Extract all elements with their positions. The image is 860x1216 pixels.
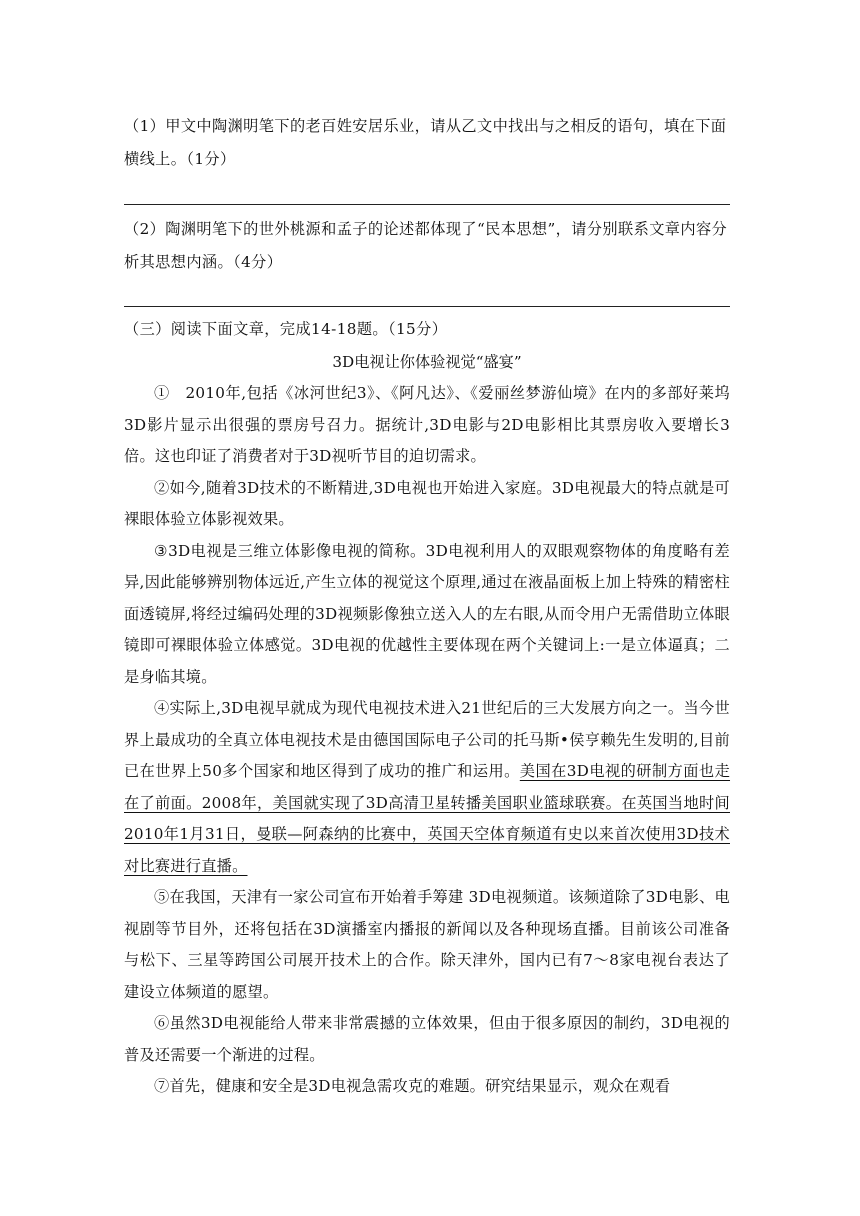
paragraph-3: ③3D电视是三维立体影像电视的简称。3D电视利用人的双眼观察物体的角度略有差异,因此能够辨别物体远近,产生立体的视觉这个原理,通过在液晶面板上加上特殊的精密柱面透镜屏,将经过编码处理的3D视频影像独立送入人的左右眼,从而令用户无需借助立体眼镜即可裸眼体验立体感觉。3D电视的优越性主要体现在两个关键词上:一是立体逼真；二是身临其境。 xyxy=(124,541,730,686)
question-2: （2）陶渊明笔下的世外桃源和孟子的论述都体现了“民本思想”，请分别联系文章内容分析其思想内涵。（4分） xyxy=(124,220,728,271)
paragraph-2: ②如今,随着3D技术的不断精进,3D电视也开始进入家庭。3D电视最大的特点就是可裸眼体验立体影视效果。 xyxy=(124,478,730,528)
document-page xyxy=(124,104,730,1103)
answer-line-1[interactable] xyxy=(124,204,730,205)
paragraph-5: ⑤在我国，天津有一家公司宣布开始着手筹建 3D电视频道。该频道除了3D电影、电视剧等节目外，还将包括在3D演播室内播报的新闻以及各种现场直播。目前该公司准备与松下、三星等跨国公司展开技术上的合作。除天津外，国内已有7～8家电视台表达了建设立体频道的愿望。 xyxy=(124,888,730,1001)
section-heading: （三）阅读下面文章，完成14-18题。（15分） xyxy=(124,320,448,338)
answer-line-2[interactable] xyxy=(124,306,730,307)
paragraph-4 xyxy=(124,693,730,882)
paragraph-4-underlined-text: 美国在3D电视的研制方面也走在了前面。2008年，美国就实现了3D高清卫星转播美国职业篮球联赛。在英国当地时间2010年1月31日，曼联—阿森纳的比赛中，英国天空体育频道有史以来首次使用3D技术对比赛进行直播。 xyxy=(124,762,731,875)
question-1: （1）甲文中陶渊明笔下的老百姓安居乐业，请从乙文中找出与之相反的语句，填在下面横线上。（1分） xyxy=(124,117,727,168)
article-title: 3D电视让你体验视觉“盛宴” xyxy=(332,353,522,371)
paragraph-4-text: ④实际上,3D电视早就成为现代电视技术进入21世纪后的三大发展方向之一。当今世界上最成功的全真立体电视技术是由德国国际电子公司的托马斯•侯亨赖先生发明的,目前已在世界上50多个国家和地区得到了成功的推广和运用。 xyxy=(124,699,730,780)
paragraph-1: ① 2010年,包括《冰河世纪3》、《阿凡达》、《爱丽丝梦游仙境》在内的多部好莱坞3D影片显示出很强的票房号召力。据统计,3D电影与2D电影相比其票房收入要增长3倍。这也印证了消费者对于3D视听节目的迫切需求。 xyxy=(124,384,730,465)
paragraph-7: ⑦首先，健康和安全是3D电视急需攻克的难题。研究结果显示，观众在观看 xyxy=(154,1077,671,1095)
paragraph-6: ⑥虽然3D电视能给人带来非常震撼的立体效果，但由于很多原因的制约，3D电视的普及还需要一个渐进的过程。 xyxy=(124,1014,730,1064)
